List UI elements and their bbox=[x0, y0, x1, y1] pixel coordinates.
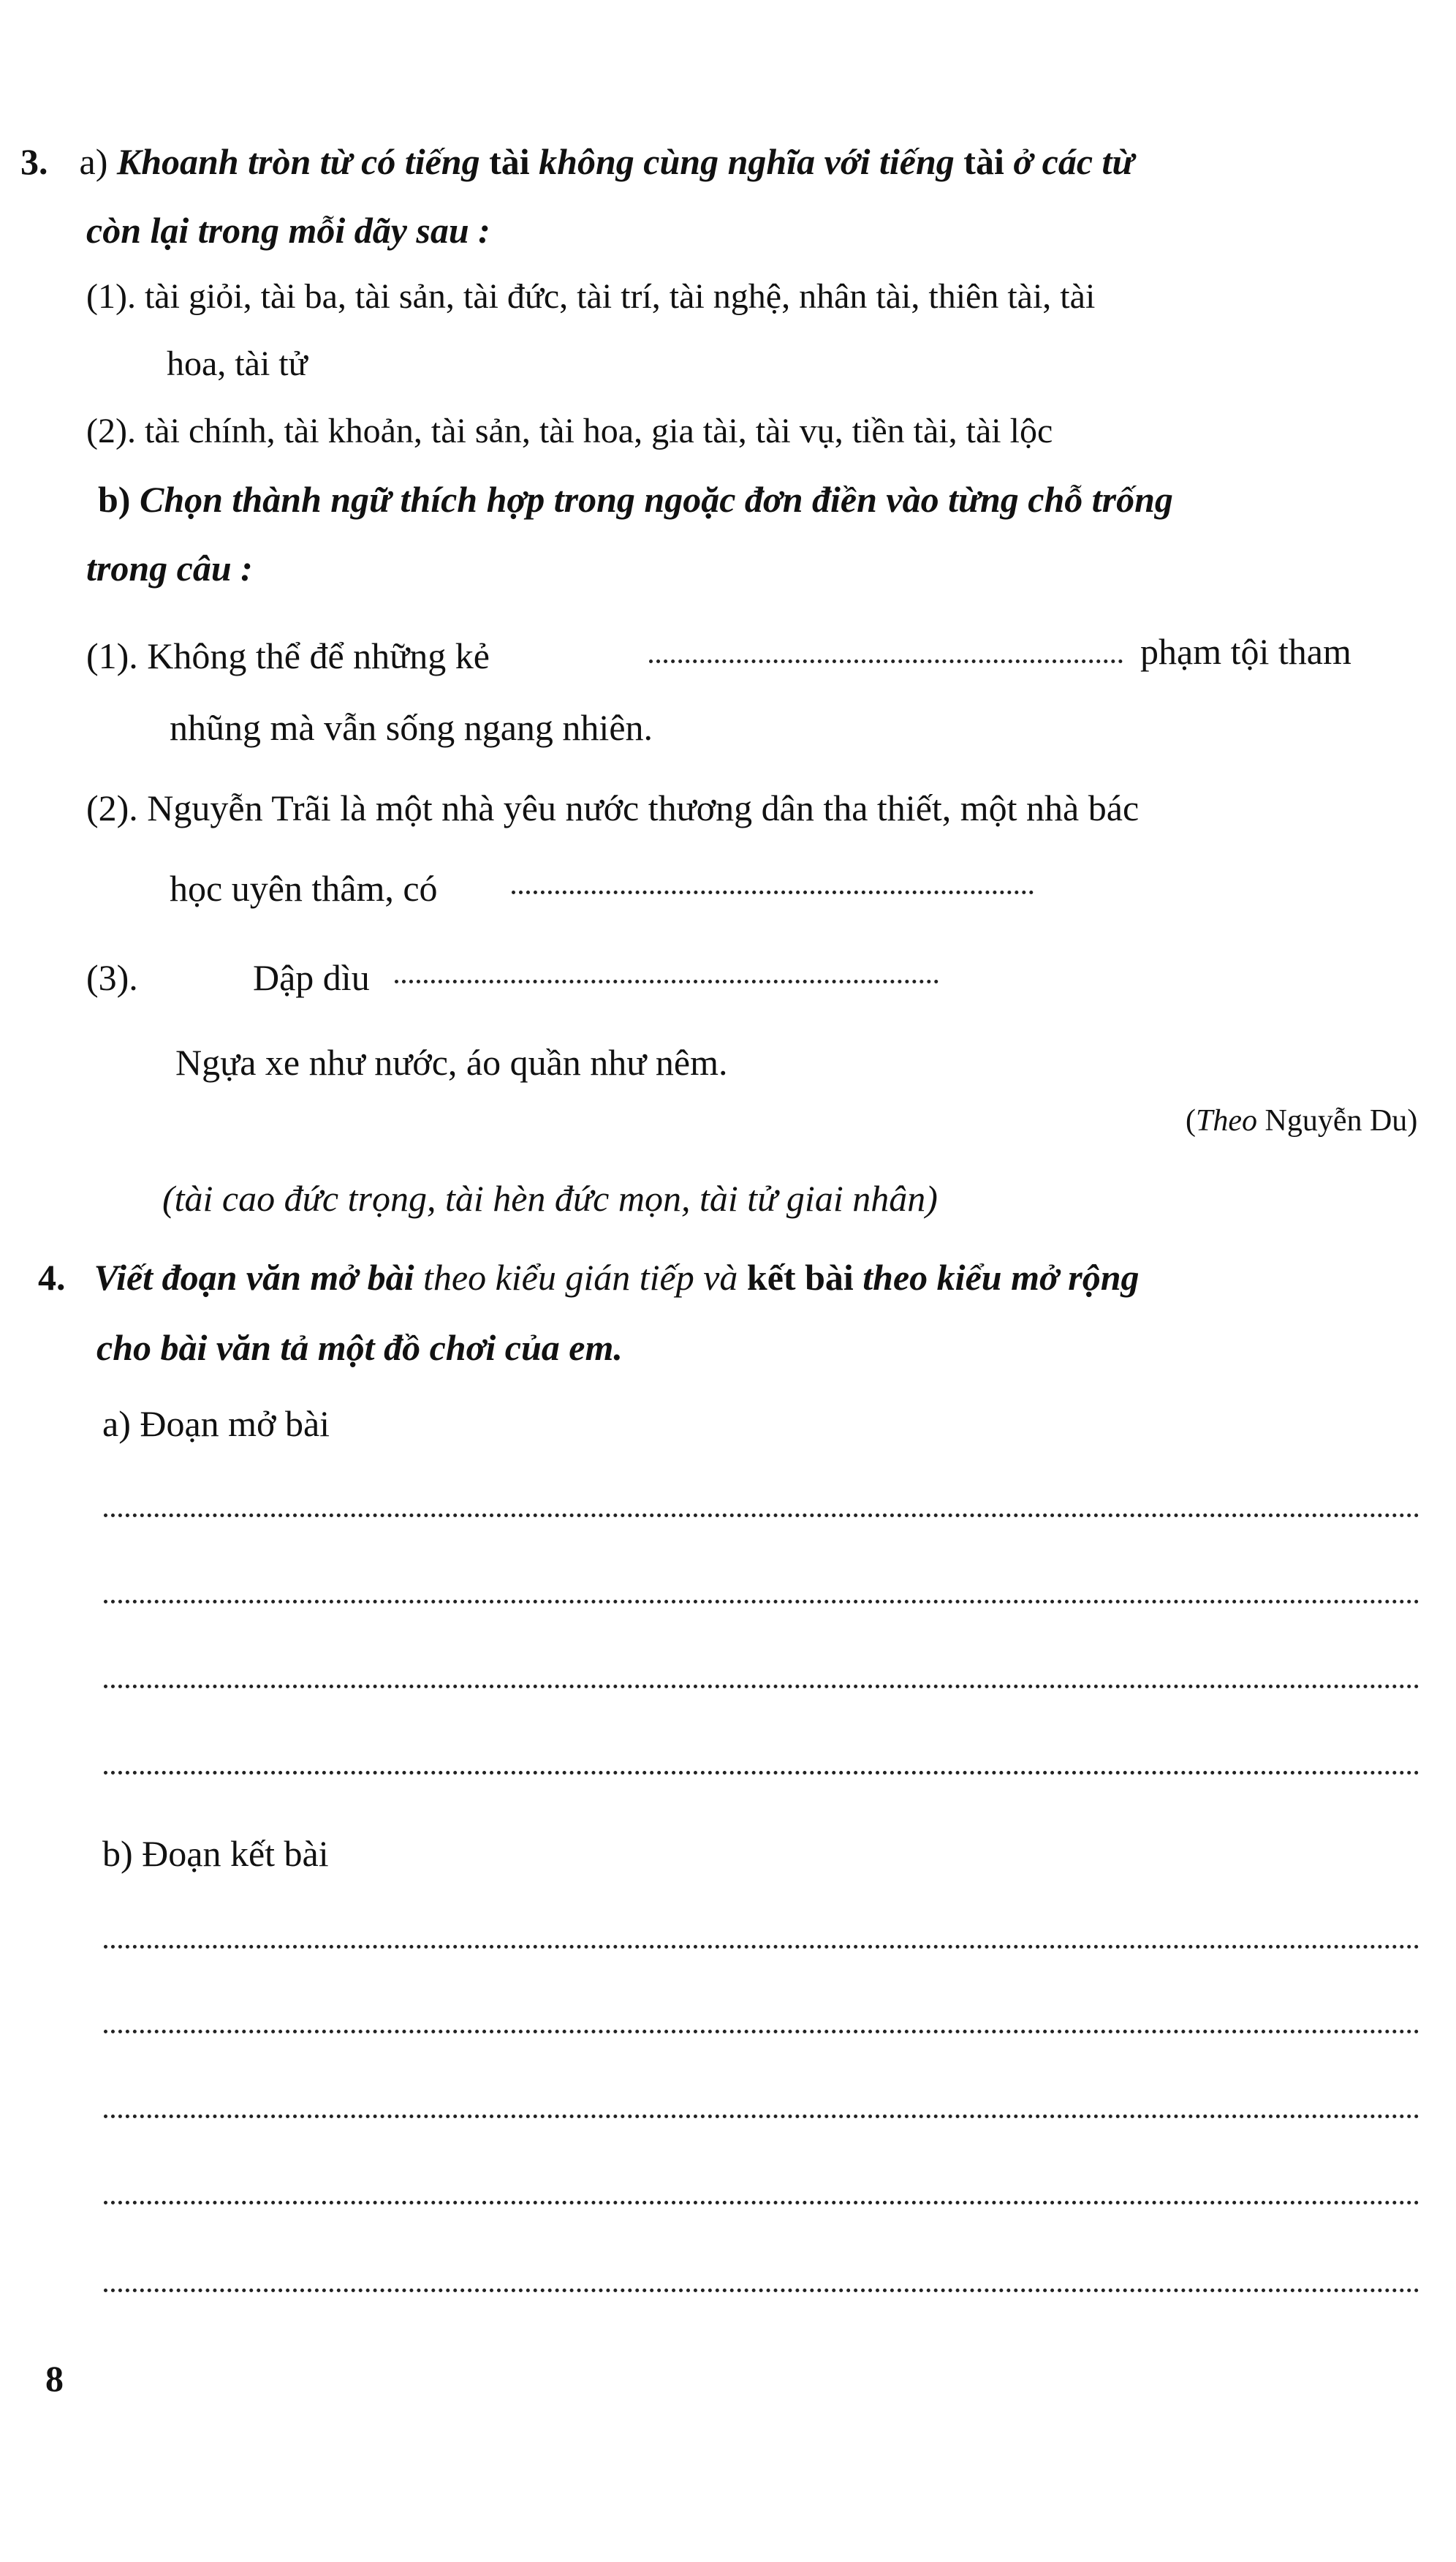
writing-line[interactable] bbox=[104, 1685, 1419, 1688]
instruction-text: Viết đoạn văn mở bài bbox=[94, 1257, 414, 1298]
source-author: Nguyễn Du bbox=[1264, 1104, 1408, 1138]
question-4-instruction-line1 bbox=[38, 1259, 1140, 1296]
answer-blank[interactable] bbox=[395, 980, 939, 983]
instruction-text: Khoanh tròn từ có tiếng bbox=[116, 141, 480, 182]
question-number: 3. bbox=[20, 141, 48, 182]
source-citation: (Theo Nguyễn Du) bbox=[1186, 1104, 1418, 1138]
answer-blank[interactable] bbox=[512, 891, 1034, 894]
part-b-instruction-line1 bbox=[98, 481, 1173, 518]
writing-line[interactable] bbox=[104, 2030, 1419, 2033]
question-number: 4. bbox=[38, 1257, 66, 1298]
sentence-1-start: (1). Không thể để những kẻ bbox=[86, 635, 490, 676]
question-3-instruction-line1 bbox=[20, 143, 1134, 180]
page-number: 8 bbox=[45, 2358, 64, 2399]
word-list-1-line1: (1). tài giỏi, tài ba, tài sản, tài đức, tài trí, tài nghệ, nhân tài, thiên tài, tài bbox=[86, 277, 1096, 316]
part-b-instruction-line2: trong câu : bbox=[86, 548, 253, 589]
keyword: tài bbox=[963, 141, 1004, 182]
word-list-1-line2: hoa, tài tử bbox=[167, 344, 308, 383]
sentence-2-line1: (2). Nguyễn Trãi là một nhà yêu nước thương dân tha thiết, một nhà bác bbox=[86, 787, 1140, 828]
instruction-text: Chọn thành ngữ thích hợp trong ngoặc đơn điền vào từng chỗ trống bbox=[139, 479, 1173, 520]
sentence-1-end: phạm tội tham bbox=[1140, 631, 1351, 672]
writing-line[interactable] bbox=[104, 1945, 1419, 1949]
writing-line[interactable] bbox=[104, 2115, 1419, 2118]
keyword: tài bbox=[489, 141, 530, 182]
part-a-label: a) bbox=[79, 141, 108, 182]
part-a-heading: a) Đoạn mở bài bbox=[102, 1403, 330, 1444]
idiom-choices: (tài cao đức trọng, tài hèn đức mọn, tài tử giai nhân) bbox=[162, 1178, 938, 1219]
sentence-2-line2: học uyên thâm, có bbox=[170, 868, 438, 909]
writing-line[interactable] bbox=[104, 2201, 1419, 2204]
sentence-3-text: Dập dìu bbox=[253, 957, 370, 998]
writing-line[interactable] bbox=[104, 1514, 1419, 1517]
instruction-text: ở các từ bbox=[1013, 141, 1134, 182]
keyword: kết bài bbox=[746, 1257, 854, 1298]
source-theo: Theo bbox=[1196, 1104, 1257, 1138]
instruction-text: theo kiểu gián tiếp và bbox=[423, 1257, 738, 1298]
question-3-instruction-line2: còn lại trong mỗi dãy sau : bbox=[86, 210, 490, 251]
part-b-label: b) bbox=[98, 479, 131, 520]
sentence-3-line2: Ngựa xe như nước, áo quần như nêm. bbox=[175, 1042, 728, 1083]
sentence-1-line2: nhũng mà vẫn sống ngang nhiên. bbox=[170, 707, 653, 748]
instruction-text: không cùng nghĩa với tiếng bbox=[539, 141, 955, 182]
question-4-instruction-line2: cho bài văn tả một đồ chơi của em. bbox=[96, 1327, 623, 1368]
word-list-2: (2). tài chính, tài khoản, tài sản, tài hoa, gia tài, tài vụ, tiền tài, tài lộc bbox=[86, 412, 1053, 450]
writing-line[interactable] bbox=[104, 1771, 1419, 1775]
part-b-heading: b) Đoạn kết bài bbox=[102, 1833, 329, 1874]
writing-line[interactable] bbox=[104, 1600, 1419, 1603]
writing-line[interactable] bbox=[104, 2289, 1419, 2292]
sentence-3-number: (3). bbox=[86, 957, 138, 998]
answer-blank[interactable] bbox=[649, 660, 1123, 663]
instruction-text: theo kiểu mở rộng bbox=[862, 1257, 1140, 1298]
